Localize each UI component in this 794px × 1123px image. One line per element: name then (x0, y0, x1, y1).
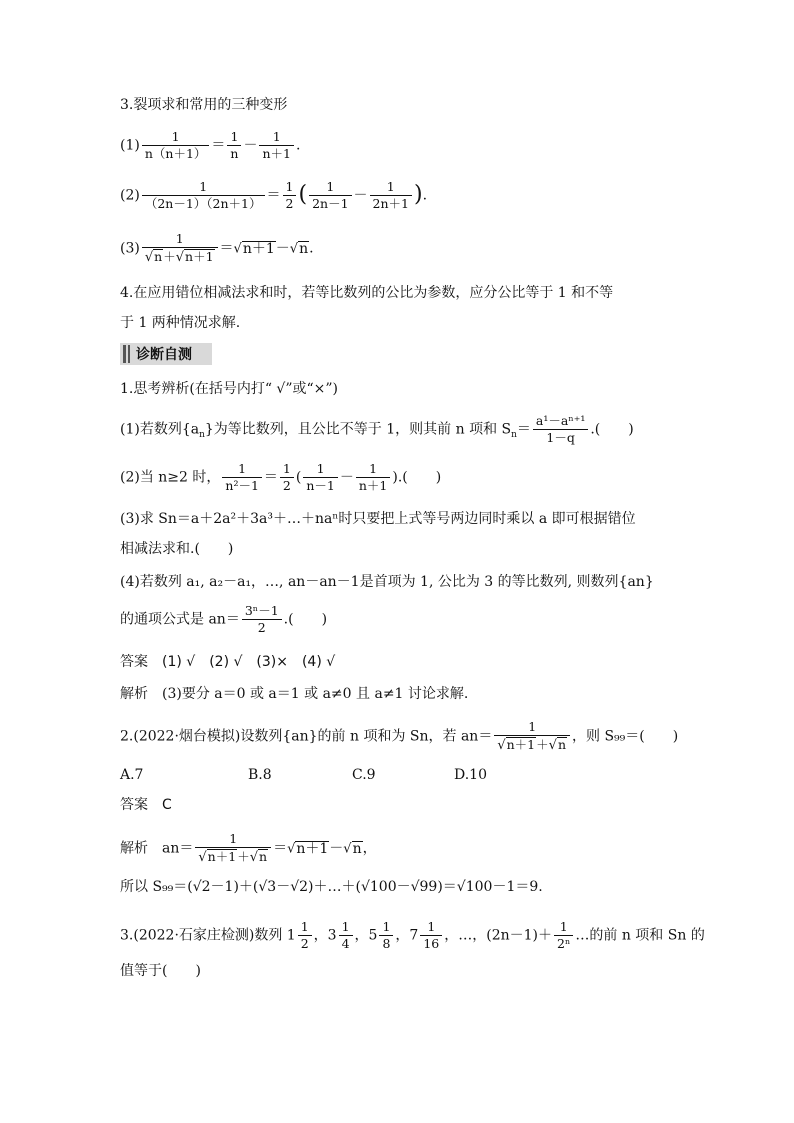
section-header: 诊断自测 (120, 343, 212, 365)
header-bar-icon (123, 345, 126, 363)
formula-2: (2) $\frac{1}{(2n-1)(2n+1)}$ ＝ $\frac{1}{2}$ ( $\frac{1}{2n-1}$ － $\frac{1}{2n+1}$ ). (120, 179, 428, 211)
question-3-line-2: 值等于( ) (120, 963, 201, 979)
option-b[interactable]: B.8 (248, 767, 272, 783)
question-1-4-line-1: (4)若数列 a₁, a₂－a₁，…, an－an－1是首项为 1, 公比为 3 的等比数列, 则数列{an} (120, 574, 654, 590)
question-1-analysis: 解析 (3)要分 a＝0 或 a＝1 或 a≠0 且 a≠1 讨论求解. (120, 686, 469, 702)
formula-1: (1) $\frac{1}{n(n+1)}$ ＝ $\frac{1}{n}$ － $\frac{1}{n+1}$ . (120, 129, 301, 161)
question-1-3-line-2: 相减法求和.( ) (120, 541, 234, 557)
question-1-1: (1)若数列$\{a_n\}$为等比数列，且公比不等于 1，则其前 n 项和 $S_n=$ $\frac{\text{a¹－aⁿ⁺¹}}{1-q}$ .( ) (120, 413, 634, 445)
option-c[interactable]: C.9 (352, 767, 376, 783)
question-3: 3.(2022·石家庄检测)数列 1 $\frac{1}{2}$ ，3 $\frac{1}{4}$ ，5 $\frac{1}{8}$ ，7 $\frac{1}{16}$ ，…，(2n－1)＋ $\frac{1}{\text{2ⁿ}}$ …的前 n 项和 Sn 的 (120, 919, 705, 951)
question-2-analysis: 解析 an＝ $\frac{1}{√n+1+√n}$ ＝√n＋1－√n， (120, 831, 377, 865)
question-1-4-line-2: 的通项公式是 an＝ $\frac{\text{3ⁿ－1}}{2}$ .( ) (120, 603, 328, 635)
question-1-answer: 答案 (1) √ (2) √ (3)× (4) √ (120, 654, 336, 670)
option-d[interactable]: D.10 (454, 767, 487, 783)
question-1-title: 1.思考辨析(在括号内打“ √”或“×”) (120, 381, 339, 397)
question-2: 2.(2022·烟台模拟)设数列{an}的前 n 项和为 Sn，若 an＝ $\frac{1}{√n+1+√n}$ ，则 S₉₉＝( ) (120, 719, 679, 753)
question-2-answer: 答案 C (120, 797, 172, 813)
section-3-title: 3.裂项求和常用的三种变形 (120, 97, 288, 113)
question-2-sum: 所以 S₉₉＝(√2－1)＋(√3－√2)＋…＋(√100－√99)＝√100－1＝9. (120, 879, 543, 895)
question-1-2: (2)当 n≥2 时， $\frac{1}{\text{n²－1}}$ ＝ $\frac{1}{2}$ ( $\frac{1}{n-1}$ － $\frac{1}{n+1}$ ).( ) (120, 461, 442, 493)
option-a[interactable]: A.7 (120, 767, 144, 783)
section-4-line-1: 4.在应用错位相减法求和时，若等比数列的公比为参数，应分公比等于 1 和不等 (120, 285, 614, 301)
formula-3: (3) $\frac{1}{√n+√n+1}$ ＝√n＋1－√n. (120, 231, 314, 265)
header-bar-icon (128, 345, 130, 363)
question-1-3-line-1: (3)求 Sn＝a＋2a²＋3a³＋…＋naⁿ时只要把上式等号两边同时乘以 a 即可根据错位 (120, 511, 636, 527)
section-4-line-2: 于 1 两种情况求解. (120, 315, 241, 331)
